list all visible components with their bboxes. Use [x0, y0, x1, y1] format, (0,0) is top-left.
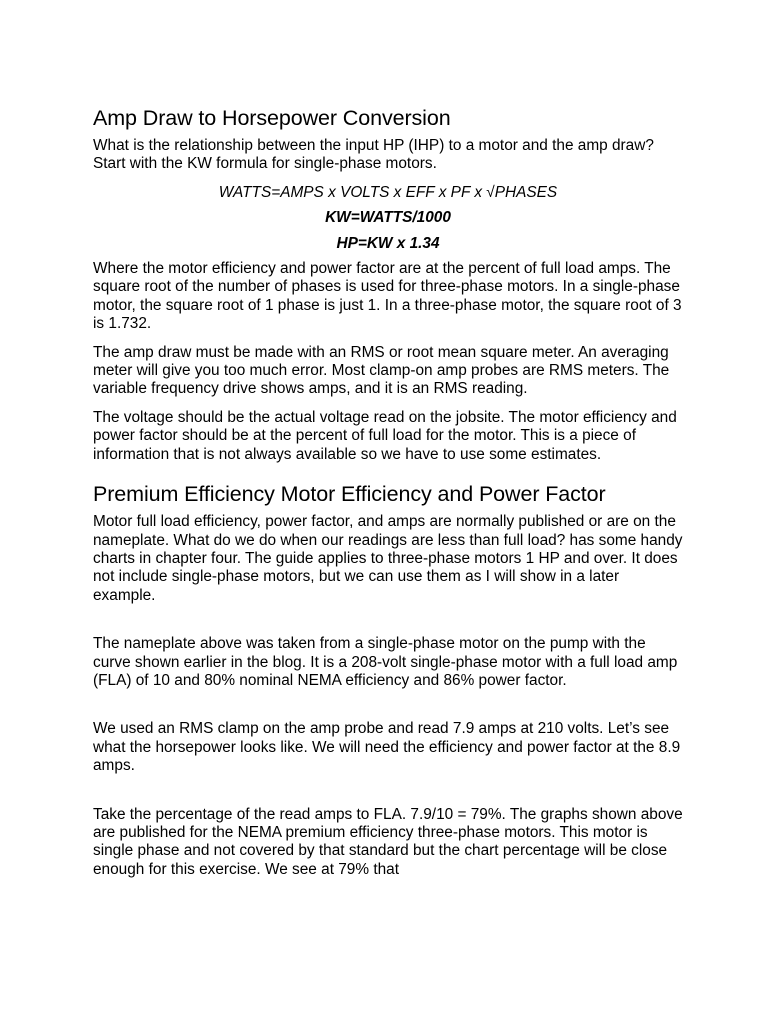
percentage-paragraph: Take the percentage of the read amps to FLA. 7.9/10 = 79%. The graphs shown above are published for the NEMA premium efficiency three-phase motors. This motor is single phase and not covered by that standard but the chart percentage will be close enough for this exercise. We see at 79% that: [93, 805, 683, 878]
heading-premium-efficiency: Premium Efficiency Motor Efficiency and Power Factor: [93, 482, 606, 507]
rms-paragraph: The amp draw must be made with an RMS or root mean square meter. An averaging meter will give you too much error. Most clamp-on amp probes are RMS meters. The variable frequency drive shows amps, and it is an RMS reading.: [93, 343, 670, 398]
nameplate-paragraph: The nameplate above was taken from a single-phase motor on the pump with the curve shown earlier in the blog. It is a 208-volt single-phase motor with a full load amp (FLA) of 10 and 80% nominal NEMA efficiency and 86% power factor.: [93, 635, 678, 689]
kw-formula: KW=WATTS/1000: [325, 209, 451, 227]
watts-formula: WATTS=AMPS x VOLTS x EFF x PF x √PHASES: [218, 183, 558, 201]
clamp-paragraph: We used an RMS clamp on the amp probe and read 7.9 amps at 210 volts. Let’s see what the horsepower looks like. We will need the efficiency and power factor at the 8.9 amps.: [93, 720, 681, 775]
nameplate-intro-paragraph: Motor full load efficiency, power factor, and amps are normally published or are on the nameplate. What do we do when our readings are less than full load? has some handy charts in chapter four. The guide applies to three-phase motors 1 HP and over. It does not include single-phase motors, but we can use them as I will show in a later example.: [93, 513, 683, 604]
hp-formula: HP=KW x 1.34: [336, 234, 440, 252]
efficiency-paragraph: Where the motor efficiency and power factor are at the percent of full load amps. The square root of the number of phases is used for three-phase motors. In a single-phase motor, the square root of 1 phase is just 1. In a three-phase motor, the square root of 3 is 1.732.: [93, 260, 682, 333]
voltage-paragraph: The voltage should be the actual voltage read on the jobsite. The motor efficiency and power factor should be at the percent of full load for the motor. This is a piece of information that is not always available so we have to use some estimates.: [93, 408, 677, 463]
intro-paragraph: What is the relationship between the input HP (IHP) to a motor and the amp draw? Start with the KW formula for single-phase motors.: [93, 137, 654, 173]
document-page: [93, 104, 683, 889]
heading-amp-draw: Amp Draw to Horsepower Conversion: [93, 106, 451, 130]
